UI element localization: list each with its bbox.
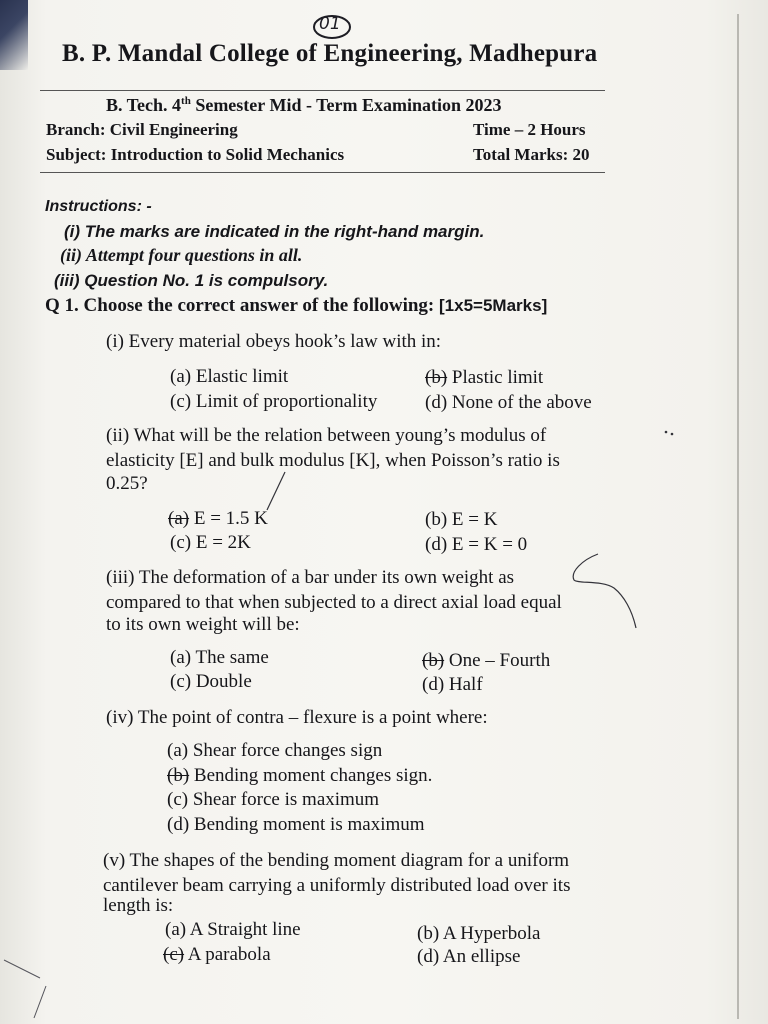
option: (a) Elastic limit [170,366,289,387]
header-rule-top [40,90,605,91]
total-marks-label: Total Marks: 20 [473,145,590,164]
question-text: (iii) The deformation of a bar under its own weight as [106,567,515,588]
instruction-item: (i) The marks are indicated in the right-hand margin. [64,222,485,241]
option: (d) Half [422,674,483,695]
instruction-item: (ii) Attempt four questions in all. [60,245,303,265]
question-text: 0.25? [106,473,148,494]
pen-margin-mark [0,930,60,1020]
option-marked: (c) A parabola [163,944,271,965]
option: (d) E = K = 0 [425,534,528,555]
option: (c) Shear force is maximum [167,789,380,810]
option-marked: (b) Plastic limit [425,367,544,388]
question-text: elasticity [E] and bulk modulus [K], when Poisson’s ratio is [106,450,560,471]
pen-dot-mark [660,424,680,444]
time-label: Time – 2 Hours [473,120,586,139]
option: (c) Double [170,671,252,692]
option: (d) None of the above [425,392,592,413]
page-marker: 01 [319,14,341,34]
question-text: (v) The shapes of the bending moment diagram for a uniform [103,850,570,871]
option: (d) An ellipse [417,946,521,967]
branch-label: Branch: Civil Engineering [46,120,238,139]
option: (c) Limit of proportionality [170,391,378,412]
option: (b) E = K [425,509,498,530]
option: (c) E = 2K [170,532,251,553]
question-1-marks: [1x5=5Marks] [439,296,548,315]
option: (d) Bending moment is maximum [167,814,425,835]
option: (b) A Hyperbola [417,923,541,944]
header-rule-bottom [40,172,605,173]
question-text: to its own weight will be: [106,614,300,635]
option: (a) The same [170,647,269,668]
option-marked: (b) One – Fourth [422,650,551,671]
question-text: (iv) The point of contra – flexure is a point where: [106,707,488,728]
pen-curve-mark [562,548,642,638]
option: (a) Shear force changes sign [167,740,383,761]
page-fold-line [737,14,739,1019]
question-1-title: Q 1. Choose the correct answer of the following: [1x5=5Marks] [45,295,548,316]
instruction-item: (iii) Question No. 1 is compulsory. [54,271,329,290]
pen-tick-mark [255,468,295,514]
question-text: (i) Every material obeys hook’s law with in: [106,331,442,352]
question-text: (ii) What will be the relation between young’s modulus of [106,425,547,446]
option: (a) A Straight line [165,919,301,940]
question-text: length is: [103,895,174,916]
scan-edge-shadow [0,0,28,70]
option-marked: (b) Bending moment changes sign. [167,765,433,786]
option-marked: (a) E = 1.5 K [168,508,268,529]
question-text: compared to that when subjected to a direct axial load equal [106,592,562,613]
exam-title: B. Tech. 4th Semester Mid - Term Examination 2023 [106,95,502,115]
subject-label: Subject: Introduction to Solid Mechanics [46,145,345,164]
question-text: cantilever beam carrying a uniformly distributed load over its [103,875,571,896]
instructions-heading: Instructions: - [45,198,152,215]
college-title: B. P. Mandal College of Engineering, Madhepura [62,40,598,67]
